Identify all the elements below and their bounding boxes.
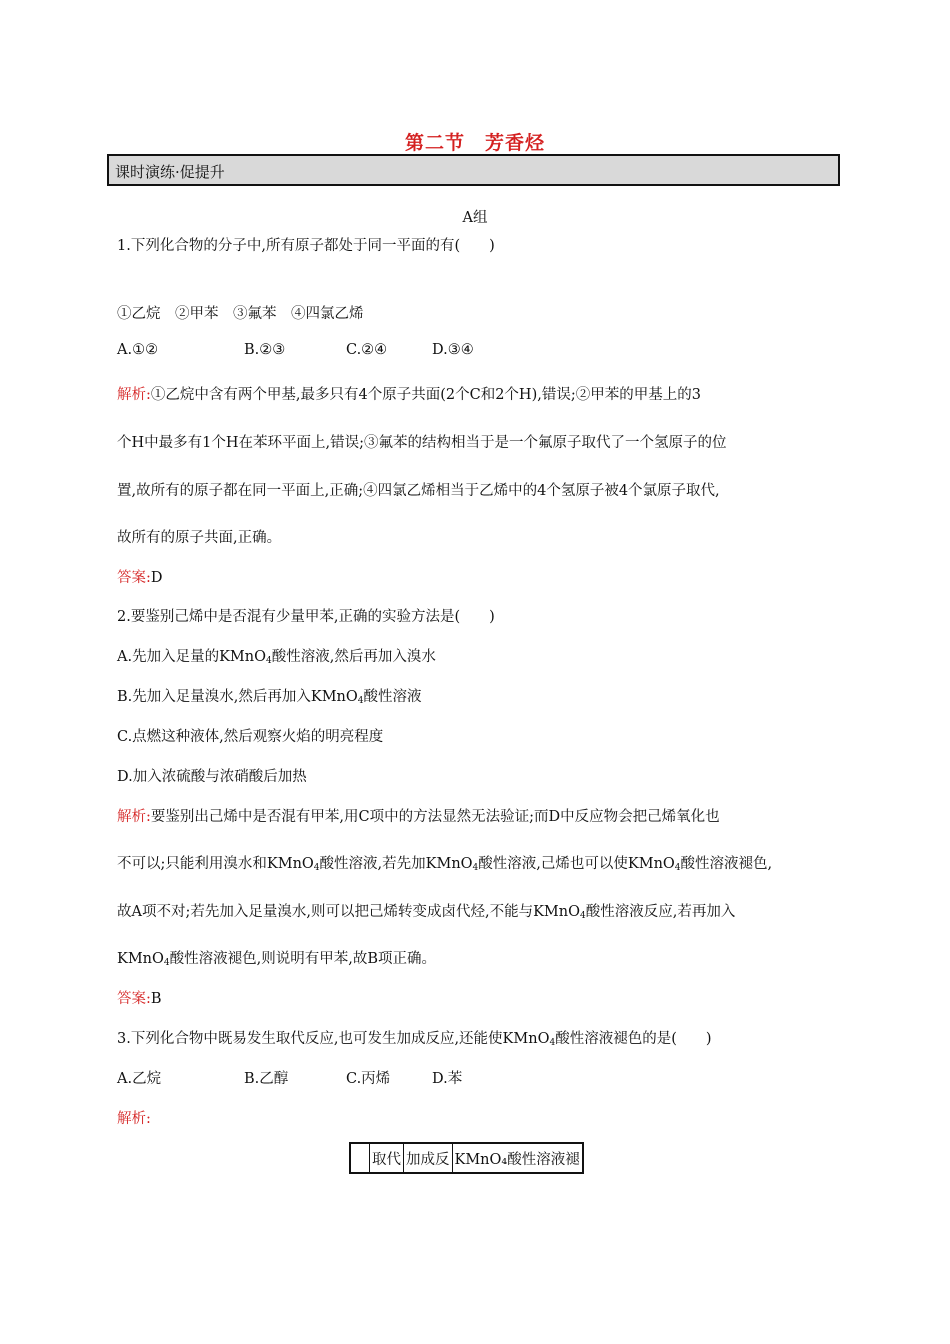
- q1-option-a: A.①②: [117, 342, 159, 358]
- q3-option-a: A.乙烷: [117, 1071, 162, 1087]
- q1-option-d: D.③④: [432, 342, 474, 358]
- q1-analysis-2: 个H中最多有1个H在苯环平面上,错误;③氟苯的结构相当于是一个氟原子取代了一个氢原子的位: [117, 435, 727, 451]
- q2-answer: [117, 987, 162, 1008]
- answer-value: D: [150, 570, 163, 586]
- q3-option-b: B.乙醇: [244, 1071, 289, 1087]
- q3-stem: 3.下列化合物中既易发生取代反应,也可发生加成反应,还能使KMnO$_4$酸性溶液褪色的是( ): [117, 1031, 712, 1048]
- section-banner: [107, 154, 840, 186]
- answer-label: 答案:: [117, 570, 151, 586]
- banner-label: 课时演练·促提升: [115, 163, 225, 181]
- q2-analysis-3: 故A项不对;若先加入足量溴水,则可以把己烯转变成卤代烃,不能与KMnO$_4$酸性溶液反应,若再加入: [117, 904, 736, 921]
- answer-label: 答案:: [117, 991, 151, 1007]
- q1-answer: [117, 566, 163, 587]
- analysis-text: ①乙烷中含有两个甲基,最多只有4个原子共面(2个C和2个H),错误;②甲苯的甲基上的3: [150, 387, 701, 403]
- q2-stem: 2.要鉴别己烯中是否混有少量甲苯,正确的实验方法是( ): [117, 609, 495, 625]
- q1-analysis-4: 故所有的原子共面,正确。: [117, 530, 282, 546]
- q1-stem: 1.下列化合物的分子中,所有原子都处于同一平面的有( ): [117, 238, 495, 254]
- page-title: 第二节 芳香烃: [404, 132, 545, 154]
- q3-analysis-label: 解析:: [117, 1111, 151, 1127]
- table-row: [350, 1143, 583, 1173]
- q2-analysis-4: KMnO$_4$酸性溶液褪色,则说明有甲苯,故B项正确。: [117, 951, 437, 968]
- q3-option-c: C.丙烯: [346, 1071, 391, 1087]
- q2-option-c: C.点燃这种液体,然后观察火焰的明亮程度: [117, 729, 384, 745]
- q3-option-d: D.苯: [432, 1071, 463, 1087]
- analysis-label: 解析:: [117, 387, 151, 403]
- answer-value: B: [150, 991, 162, 1007]
- q1-analysis-1: [117, 383, 701, 404]
- q2-option-b: B.先加入足量溴水,然后再加入KMnO$_4$酸性溶液: [117, 689, 422, 706]
- q2-analysis-2: 不可以;只能利用溴水和KMnO$_4$酸性溶液,若先加KMnO$_4$酸性溶液,己烯也可以使KMnO$_4$酸性溶液褪色,: [117, 856, 773, 873]
- q2-option-a: A.先加入足量的KMnO$_4$酸性溶液,然后再加入溴水: [117, 649, 436, 666]
- q1-analysis-3: 置,故所有的原子都在同一平面上,正确;④四氯乙烯相当于乙烯中的4个氢原子被4个氯原子取代,: [117, 483, 720, 499]
- table-header-cell: [350, 1143, 370, 1173]
- q2-analysis-1: [117, 805, 720, 826]
- analysis-table: [349, 1142, 584, 1174]
- analysis-text: 要鉴别出己烯中是否混有甲苯,用C项中的方法显然无法验证;而D中反应物会把己烯氧化也: [150, 809, 720, 825]
- q1-items: ①乙烷 ②甲苯 ③氟苯 ④四氯乙烯: [117, 306, 364, 322]
- q1-option-b: B.②③: [244, 342, 286, 358]
- table-header-cell: 取代: [370, 1143, 404, 1173]
- q3-options: [117, 1067, 617, 1087]
- q2-option-d: D.加入浓硫酸与浓硝酸后加热: [117, 769, 307, 785]
- group-heading: A组: [462, 210, 488, 226]
- table-header-cell: 加成反: [404, 1143, 453, 1173]
- table-header-cell: KMnO₄酸性溶液褪: [452, 1143, 583, 1173]
- q1-options: [117, 342, 617, 362]
- analysis-label: 解析:: [117, 809, 151, 825]
- q1-option-c: C.②④: [346, 342, 388, 358]
